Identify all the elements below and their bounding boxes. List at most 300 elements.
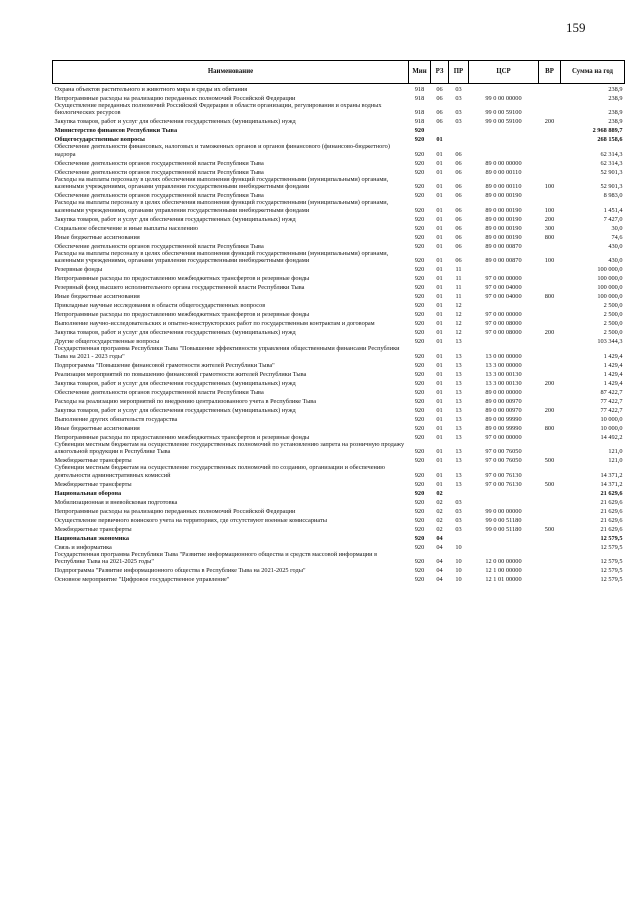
- table-row: [53, 327, 625, 336]
- cell-csr: 97 0 00 00000: [485, 433, 522, 441]
- cell-vr: [539, 533, 561, 542]
- cell-csr: 97 0 00 08000: [485, 320, 522, 328]
- cell-vr: [539, 506, 561, 515]
- cell-vr: [539, 565, 561, 574]
- cell-csr: 99 0 00 00000: [485, 94, 522, 102]
- cell-sum: 1 451,4: [603, 206, 623, 214]
- cell-vr: [539, 84, 561, 94]
- cell-rz: 04: [436, 543, 443, 551]
- cell-min: 920: [414, 183, 425, 191]
- table-row: [53, 464, 625, 478]
- cell-vr: 200: [544, 215, 555, 223]
- cell-min: 920: [414, 507, 425, 515]
- cell-pr: 06: [455, 192, 462, 200]
- cell-min: 920: [414, 361, 425, 369]
- cell-sum: 2 500,0: [603, 320, 623, 328]
- cell-vr: [539, 102, 561, 116]
- cell-min: 920: [414, 224, 425, 232]
- cell-min: 920: [414, 320, 425, 328]
- cell-pr: 12: [455, 302, 462, 310]
- cell-pr: 10: [455, 557, 462, 565]
- cell-name: Закупка товаров, работ и услуг для обеспечения государственных (муниципальных) нужд: [54, 406, 296, 414]
- cell-name: Резервный фонд высшего исполнительного органа государственной власти Республики Тыва: [54, 284, 305, 292]
- cell-rz: 01: [436, 397, 443, 405]
- cell-min: 920: [414, 406, 425, 414]
- cell-csr: [469, 264, 539, 273]
- cell-csr: 89 0 00 99990: [485, 424, 522, 432]
- cell-vr: [539, 190, 561, 199]
- cell-vr: [539, 309, 561, 318]
- cell-name: Осуществление переданных полномочий Российской Федерации в области организации, регулирования и охраны водных биологических ресурсов: [54, 102, 382, 117]
- cell-sum: 10 000,0: [600, 415, 623, 423]
- cell-rz: 06: [436, 85, 443, 93]
- cell-pr: [449, 134, 469, 143]
- cell-name: Государственная программа Республики Тыва "Повышение эффективности управления общественными финансами Республики Тыва на 2021 - 2023 годы": [54, 345, 400, 360]
- table-row: [53, 396, 625, 405]
- cell-csr: 13 3 00 00130: [485, 370, 522, 378]
- cell-csr: 12 1 00 00000: [485, 566, 522, 574]
- cell-sum: 87 422,7: [600, 388, 623, 396]
- cell-vr: [539, 574, 561, 583]
- cell-name: Охрана объектов растительного и животного мира и среды их обитания: [54, 85, 248, 93]
- table-row: [53, 241, 625, 250]
- cell-pr: 06: [455, 183, 462, 191]
- cell-name: Межбюджетные трансферты: [54, 457, 132, 465]
- cell-pr: [449, 533, 469, 542]
- cell-vr: 100: [544, 183, 555, 191]
- cell-rz: 01: [436, 224, 443, 232]
- cell-sum: 52 901,3: [600, 168, 623, 176]
- cell-name: Закупка товаров, работ и услуг для обеспечения государственных (муниципальных) нужд: [54, 329, 296, 337]
- cell-pr: 13: [455, 397, 462, 405]
- cell-rz: 02: [436, 498, 443, 506]
- cell-min: 920: [414, 302, 425, 310]
- cell-csr: 89 0 00 00970: [485, 397, 522, 405]
- cell-name: Другие общегосударственные вопросы: [54, 338, 160, 346]
- cell-vr: 200: [544, 406, 555, 414]
- cell-pr: 13: [455, 457, 462, 465]
- cell-name: Обеспечение деятельности органов государственной власти Республики Тыва: [54, 168, 264, 176]
- page-number: 159: [566, 20, 586, 35]
- cell-rz: 01: [436, 159, 443, 167]
- table-row: [53, 84, 625, 94]
- cell-vr: [539, 432, 561, 441]
- cell-vr: [539, 515, 561, 524]
- cell-pr: 13: [455, 370, 462, 378]
- cell-sum: 14 492,2: [600, 433, 623, 441]
- cell-csr: 89 0 00 00190: [485, 192, 522, 200]
- cell-pr: 03: [455, 507, 462, 515]
- cell-sum: 121,0: [608, 448, 623, 456]
- cell-name: Связь и информатика: [54, 543, 112, 551]
- table-row: [53, 93, 625, 102]
- cell-min: 920: [414, 266, 425, 274]
- cell-min: 920: [414, 433, 425, 441]
- cell-vr: [539, 464, 561, 478]
- cell-name: Подпрограмма "Повышение финансовой грамотности жителей Республики Тыва": [54, 361, 275, 369]
- cell-name: Национальная экономика: [54, 534, 130, 542]
- cell-pr: 13: [455, 352, 462, 360]
- cell-rz: 01: [436, 338, 443, 346]
- cell-sum: 62 314,3: [600, 159, 623, 167]
- cell-vr: 100: [544, 206, 555, 214]
- cell-min: 920: [414, 329, 425, 337]
- cell-min: 920: [414, 275, 425, 283]
- cell-min: 918: [414, 109, 425, 117]
- cell-rz: 02: [436, 489, 443, 497]
- cell-rz: 06: [436, 109, 443, 117]
- cell-vr: [539, 125, 561, 134]
- cell-rz: 02: [436, 525, 443, 533]
- cell-sum: 430,0: [608, 257, 623, 265]
- cell-vr: 100: [544, 257, 555, 265]
- cell-rz: 01: [436, 302, 443, 310]
- cell-csr: 97 0 00 04000: [485, 293, 522, 301]
- cell-min: 920: [414, 168, 425, 176]
- cell-min: 920: [414, 379, 425, 387]
- cell-min: 920: [414, 543, 425, 551]
- cell-pr: 06: [455, 224, 462, 232]
- cell-sum: 238,9: [608, 94, 623, 102]
- table-row: [53, 199, 625, 213]
- cell-rz: [431, 125, 449, 134]
- cell-csr: [469, 533, 539, 542]
- cell-rz: 01: [436, 433, 443, 441]
- cell-csr: [469, 542, 539, 551]
- table-row: [53, 574, 625, 583]
- cell-pr: 06: [455, 206, 462, 214]
- cell-sum: 21 629,6: [600, 516, 623, 524]
- cell-min: 920: [414, 206, 425, 214]
- cell-rz: 01: [436, 183, 443, 191]
- cell-name: Закупка товаров, работ и услуг для обеспечения государственных (муниципальных) нужд: [54, 215, 296, 223]
- cell-pr: 13: [455, 415, 462, 423]
- cell-rz: 01: [436, 329, 443, 337]
- cell-name: Иные бюджетные ассигнования: [54, 233, 140, 241]
- cell-csr: [469, 300, 539, 309]
- table-row: [53, 506, 625, 515]
- cell-csr: 89 0 00 00190: [485, 233, 522, 241]
- cell-rz: 01: [436, 215, 443, 223]
- cell-vr: [539, 441, 561, 455]
- cell-csr: 89 0 00 00870: [485, 242, 522, 250]
- cell-name: Непрограммные расходы по предоставлению межбюджетных трансфертов и резервные фонды: [54, 311, 310, 319]
- cell-min: 918: [414, 94, 425, 102]
- cell-pr: 11: [455, 293, 462, 301]
- cell-vr: [539, 387, 561, 396]
- cell-pr: 06: [455, 168, 462, 176]
- cell-min: 920: [414, 284, 425, 292]
- cell-vr: [539, 497, 561, 506]
- cell-sum: 12 579,5: [600, 557, 623, 565]
- cell-rz: 01: [436, 457, 443, 465]
- table-row: [53, 488, 625, 497]
- table-row: [53, 345, 625, 359]
- table-row: [53, 102, 625, 116]
- table-row: [53, 524, 625, 533]
- cell-vr: [539, 167, 561, 176]
- table-row: [53, 318, 625, 327]
- cell-sum: 2 500,0: [603, 302, 623, 310]
- cell-name: Непрограммные расходы на реализацию переданных полномочий Российской Федерации: [54, 507, 296, 515]
- cell-vr: [539, 336, 561, 345]
- cell-name: Обеспечение деятельности органов государственной власти Республики Тыва: [54, 388, 264, 396]
- cell-csr: 97 0 00 04000: [485, 284, 522, 292]
- cell-sum: 2 500,0: [603, 311, 623, 319]
- cell-csr: 89 0 00 00000: [485, 159, 522, 167]
- cell-pr: 06: [455, 233, 462, 241]
- cell-rz: 01: [436, 480, 443, 488]
- cell-vr: [539, 241, 561, 250]
- table-body: [53, 84, 625, 584]
- cell-csr: [469, 497, 539, 506]
- cell-min: 920: [414, 557, 425, 565]
- cell-csr: 13 3 00 00130: [485, 379, 522, 387]
- cell-min: 920: [414, 159, 425, 167]
- cell-name: Иные бюджетные ассигнования: [54, 424, 140, 432]
- cell-csr: 89 0 00 00870: [485, 257, 522, 265]
- cell-pr: 03: [455, 516, 462, 524]
- header-rz: РЗ: [431, 61, 449, 84]
- cell-sum: 12 579,5: [600, 543, 623, 551]
- cell-min: 920: [414, 257, 425, 265]
- cell-name: Осуществление первичного воинского учета на территориях, где отсутствуют военные комиссариаты: [54, 516, 327, 524]
- cell-name: Прикладные научные исследования в области общегосударственных вопросов: [54, 302, 266, 310]
- cell-rz: 06: [436, 94, 443, 102]
- cell-pr: 06: [455, 150, 462, 158]
- header-pr: ПР: [449, 61, 469, 84]
- cell-min: 918: [414, 118, 425, 126]
- cell-min: 920: [414, 525, 425, 533]
- cell-pr: 13: [455, 448, 462, 456]
- cell-vr: [539, 273, 561, 282]
- cell-sum: 74,6: [611, 233, 623, 241]
- cell-rz: 01: [436, 275, 443, 283]
- cell-csr: 12 1 01 00000: [485, 575, 522, 583]
- cell-min: 920: [414, 293, 425, 301]
- table-row: [53, 336, 625, 345]
- cell-min: 920: [414, 311, 425, 319]
- cell-name: Выполнение других обязательств государства: [54, 415, 178, 423]
- cell-vr: [539, 542, 561, 551]
- table-row: [53, 273, 625, 282]
- cell-rz: 01: [436, 320, 443, 328]
- cell-csr: [469, 84, 539, 94]
- cell-csr: 99 0 00 59100: [485, 109, 522, 117]
- cell-csr: 97 0 00 76130: [485, 471, 522, 479]
- cell-csr: [469, 488, 539, 497]
- cell-rz: 01: [436, 150, 443, 158]
- table-row: [53, 515, 625, 524]
- cell-rz: 01: [436, 471, 443, 479]
- cell-pr: 11: [455, 275, 462, 283]
- table-row: [53, 300, 625, 309]
- cell-name: Подпрограмма "Развитие информационного общества в Республике Тыва на 2021-2025 годы": [54, 566, 306, 574]
- cell-sum: 77 422,7: [600, 397, 623, 405]
- cell-rz: 01: [436, 415, 443, 423]
- cell-pr: 12: [455, 320, 462, 328]
- cell-pr: 03: [455, 525, 462, 533]
- table-row: [53, 551, 625, 565]
- header-row: [53, 61, 625, 84]
- cell-min: 920: [414, 516, 425, 524]
- cell-min: 920: [414, 397, 425, 405]
- cell-name: Иные бюджетные ассигнования: [54, 293, 140, 301]
- cell-vr: 800: [544, 424, 555, 432]
- table-row: [53, 125, 625, 134]
- cell-vr: [539, 318, 561, 327]
- cell-vr: [539, 414, 561, 423]
- cell-name: Выполнение научно-исследовательских и опытно-конструкторских работ по государственным контрактам и договорам: [54, 320, 375, 328]
- cell-name: Общегосударственные вопросы: [54, 136, 145, 144]
- cell-pr: 12: [455, 329, 462, 337]
- cell-rz: 01: [436, 352, 443, 360]
- cell-pr: 13: [455, 424, 462, 432]
- table-row: [53, 282, 625, 291]
- cell-pr: 10: [455, 575, 462, 583]
- cell-name: Расходы на реализацию мероприятий по внедрению централизованного учета в Республике Тыва: [54, 397, 316, 405]
- cell-csr: 99 0 00 51180: [485, 525, 522, 533]
- cell-sum: 77 422,7: [600, 406, 623, 414]
- cell-vr: [539, 396, 561, 405]
- cell-name: Субвенции местным бюджетам на осуществление государственных полномочий по установлению запрета на розничную продажу алкогольной продукции в Республике Тыва: [54, 440, 405, 456]
- cell-sum: 100 000,0: [597, 284, 623, 292]
- cell-pr: [449, 488, 469, 497]
- cell-name: Расходы на выплаты персоналу в целях обеспечения выполнения функций государственными (муниципальными) органами, казенными учреждениями, органами управления государственными внебюджетными фондами: [54, 199, 389, 214]
- cell-min: 920: [414, 424, 425, 432]
- cell-vr: [539, 143, 561, 157]
- table-row: [53, 405, 625, 414]
- cell-rz: 01: [436, 388, 443, 396]
- cell-pr: 06: [455, 215, 462, 223]
- header-csr: ЦСР: [469, 61, 539, 84]
- cell-rz: 02: [436, 516, 443, 524]
- budget-table: [52, 60, 625, 583]
- cell-min: 920: [414, 233, 425, 241]
- cell-min: 920: [414, 352, 425, 360]
- cell-rz: 01: [436, 206, 443, 214]
- cell-rz: 01: [436, 284, 443, 292]
- cell-rz: 01: [436, 233, 443, 241]
- table-row: [53, 250, 625, 264]
- cell-sum: 100 000,0: [597, 266, 623, 274]
- table-row: [53, 497, 625, 506]
- table-row: [53, 158, 625, 167]
- table-row: [53, 309, 625, 318]
- cell-vr: 200: [544, 329, 555, 337]
- table-row: [53, 423, 625, 432]
- table-row: [53, 360, 625, 369]
- cell-pr: 06: [455, 242, 462, 250]
- cell-min: 920: [414, 480, 425, 488]
- cell-csr: 89 0 00 99990: [485, 415, 522, 423]
- cell-rz: 01: [436, 406, 443, 414]
- cell-name: Межбюджетные трансферты: [54, 525, 132, 533]
- table-row: [53, 167, 625, 176]
- cell-vr: 200: [544, 118, 555, 126]
- cell-sum: 8 983,0: [603, 192, 623, 200]
- cell-vr: [539, 93, 561, 102]
- cell-pr: 03: [455, 85, 462, 93]
- table-row: [53, 190, 625, 199]
- table-row: [53, 455, 625, 464]
- cell-pr: 06: [455, 159, 462, 167]
- cell-csr: 13 3 00 00000: [485, 361, 522, 369]
- cell-sum: 121,0: [608, 457, 623, 465]
- cell-csr: [469, 143, 539, 157]
- cell-vr: 800: [544, 293, 555, 301]
- cell-min: 920: [414, 448, 425, 456]
- cell-vr: [539, 360, 561, 369]
- cell-csr: 99 0 00 00000: [485, 507, 522, 515]
- cell-min: 920: [414, 489, 425, 497]
- cell-csr: 97 0 00 00000: [485, 311, 522, 319]
- cell-name: Обеспечение деятельности органов государственной власти Республики Тыва: [54, 242, 264, 250]
- cell-sum: 1 429,4: [603, 379, 623, 387]
- cell-name: Реализация мероприятий по повышению финансовой грамотности жителей Республики Тыва: [54, 370, 307, 378]
- cell-sum: 1 429,4: [603, 352, 623, 360]
- cell-rz: 01: [436, 424, 443, 432]
- cell-name: Субвенции местным бюджетам на осуществление государственных полномочий по созданию, организации и обеспечению деятельности административных комиссий: [54, 464, 385, 479]
- cell-csr: [469, 336, 539, 345]
- cell-pr: 03: [455, 109, 462, 117]
- cell-rz: 01: [436, 311, 443, 319]
- table-row: [53, 533, 625, 542]
- cell-rz: 01: [436, 361, 443, 369]
- cell-csr: 99 0 00 51180: [485, 516, 522, 524]
- cell-csr: 97 0 00 08000: [485, 329, 522, 337]
- cell-csr: [469, 134, 539, 143]
- cell-rz: 02: [436, 507, 443, 515]
- cell-min: 920: [414, 136, 425, 144]
- cell-sum: 2 968 889,7: [592, 127, 623, 135]
- cell-min: 920: [414, 457, 425, 465]
- cell-pr: 10: [455, 543, 462, 551]
- cell-name: Непрограммные расходы на реализацию переданных полномочий Российской Федерации: [54, 94, 296, 102]
- cell-name: Мобилизационная и вневойсковая подготовка: [54, 498, 178, 506]
- cell-rz: 04: [436, 575, 443, 583]
- cell-sum: 1 429,4: [603, 370, 623, 378]
- cell-name: Обеспечение деятельности органов государственной власти Республики Тыва: [54, 192, 264, 200]
- cell-vr: [539, 488, 561, 497]
- header-name: Наименование: [53, 61, 409, 84]
- table-row: [53, 369, 625, 378]
- cell-vr: 500: [544, 525, 555, 533]
- cell-min: 920: [414, 575, 425, 583]
- cell-vr: [539, 300, 561, 309]
- cell-sum: 430,0: [608, 242, 623, 250]
- cell-sum: 14 371,2: [600, 471, 623, 479]
- table-header: [53, 61, 625, 84]
- table-row: [53, 291, 625, 300]
- cell-min: 920: [414, 471, 425, 479]
- cell-rz: 01: [436, 379, 443, 387]
- cell-rz: 01: [436, 257, 443, 265]
- cell-pr: 10: [455, 566, 462, 574]
- cell-rz: 01: [436, 293, 443, 301]
- cell-csr: 97 0 00 76130: [485, 480, 522, 488]
- table-row: [53, 232, 625, 241]
- cell-pr: 03: [455, 94, 462, 102]
- cell-name: Расходы на выплаты персоналу в целях обеспечения выполнения функций государственными (муниципальными) органами, казенными учреждениями, органами управления государственными внебюджетными фондами: [54, 175, 389, 191]
- cell-min: 920: [414, 370, 425, 378]
- cell-pr: 13: [455, 379, 462, 387]
- table-row: [53, 387, 625, 396]
- cell-name: Закупка товаров, работ и услуг для обеспечения государственных (муниципальных) нужд: [54, 379, 296, 387]
- cell-sum: 12 579,5: [600, 566, 623, 574]
- cell-rz: 01: [436, 192, 443, 200]
- cell-pr: 13: [455, 471, 462, 479]
